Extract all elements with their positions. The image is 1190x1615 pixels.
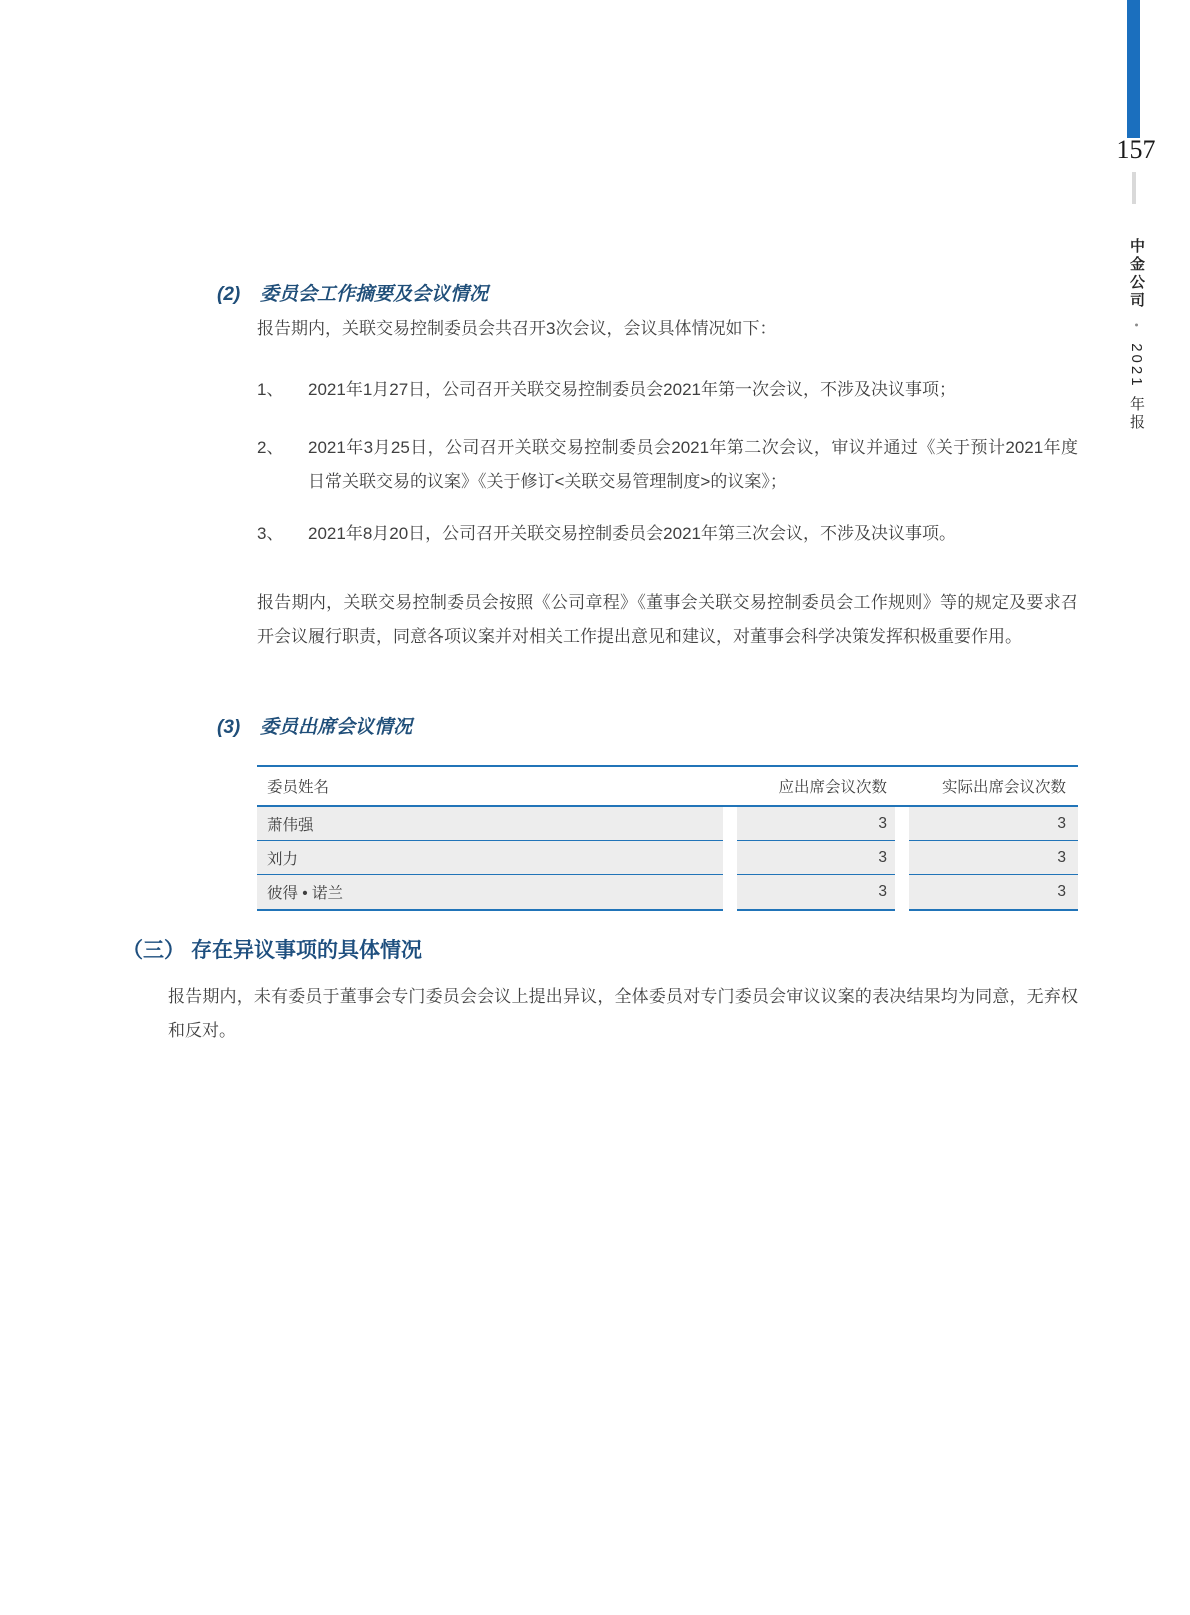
section-3-heading: [217, 716, 917, 740]
table-row: [257, 841, 1078, 875]
actual-count: 3: [909, 841, 1078, 875]
required-count: 3: [737, 841, 895, 875]
section-2-number: (2): [217, 284, 241, 305]
section-2-heading: [217, 283, 917, 307]
section-dissent-body: 报告期内，未有委员于董事会专门委员会会议上提出异议，全体委员对专门委员会审议议案的表决结果均为同意，无弃权和反对。: [168, 987, 1078, 1040]
actual-count: 3: [909, 875, 1078, 911]
actual-count: 3: [909, 807, 1078, 841]
section-dissent-heading: [122, 938, 922, 964]
page-number-tick: [1132, 172, 1136, 204]
section-2-title: 委员会工作摘要及会议情况: [260, 284, 489, 305]
company-name-vertical: 中金公司: [1128, 238, 1145, 310]
section-2-intro: 报告期内，关联交易控制委员会共召开3次会议，会议具体情况如下：: [257, 319, 777, 338]
section-3-number: (3): [217, 717, 241, 738]
required-count: 3: [737, 875, 895, 911]
meeting-item-2: [257, 431, 1078, 499]
table-row: [257, 875, 1078, 911]
sidebar-vertical-text: [1121, 238, 1151, 438]
page-accent-bar: [1127, 0, 1140, 138]
section-dissent-number: （三）: [122, 939, 185, 962]
required-count: 3: [737, 807, 895, 841]
member-name: 刘力: [257, 841, 723, 875]
member-name: 萧伟强: [257, 807, 723, 841]
header-member-name: 委员姓名: [257, 775, 723, 797]
meeting-item-1: [257, 373, 1078, 407]
header-actual-attendance: 实际出席会议次数: [909, 775, 1078, 797]
bullet-separator: •: [1130, 323, 1142, 331]
section-3-title: 委员出席会议情况: [260, 717, 413, 738]
table-header-row: [257, 765, 1078, 807]
item-1-number: 1、: [257, 380, 284, 399]
attendance-table: [257, 765, 1078, 911]
item-3-text: 2021年8月20日，公司召开关联交易控制委员会2021年第三次会议，不涉及决议事项。: [308, 524, 956, 543]
meeting-item-3: [257, 517, 1078, 551]
item-1-text: 2021年1月27日，公司召开关联交易控制委员会2021年第一次会议，不涉及决议事项；: [308, 380, 956, 399]
page-number: 157: [1116, 135, 1156, 164]
item-3-number: 3、: [257, 524, 284, 543]
item-2-text: 2021年3月25日，公司召开关联交易控制委员会2021年第二次会议，审议并通过《关于预计2021年度日常关联交易的议案》《关于修订<关联交易管理制度>的议案》；: [308, 438, 1078, 491]
section-2-summary: 报告期内，关联交易控制委员会按照《公司章程》《董事会关联交易控制委员会工作规则》等的规定及要求召开会议履行职责，同意各项议案并对相关工作提出意见和建议，对董事会科学决策发挥积极重要作用。: [257, 593, 1078, 646]
section-dissent-title: 存在异议事项的具体情况: [191, 939, 422, 962]
item-2-number: 2、: [257, 438, 284, 457]
member-name: 彼得 • 诺兰: [257, 875, 723, 911]
header-required-attendance: 应出席会议次数: [737, 775, 895, 797]
table-row: [257, 807, 1078, 841]
report-edition-vertical: 2021 年报: [1128, 343, 1145, 432]
